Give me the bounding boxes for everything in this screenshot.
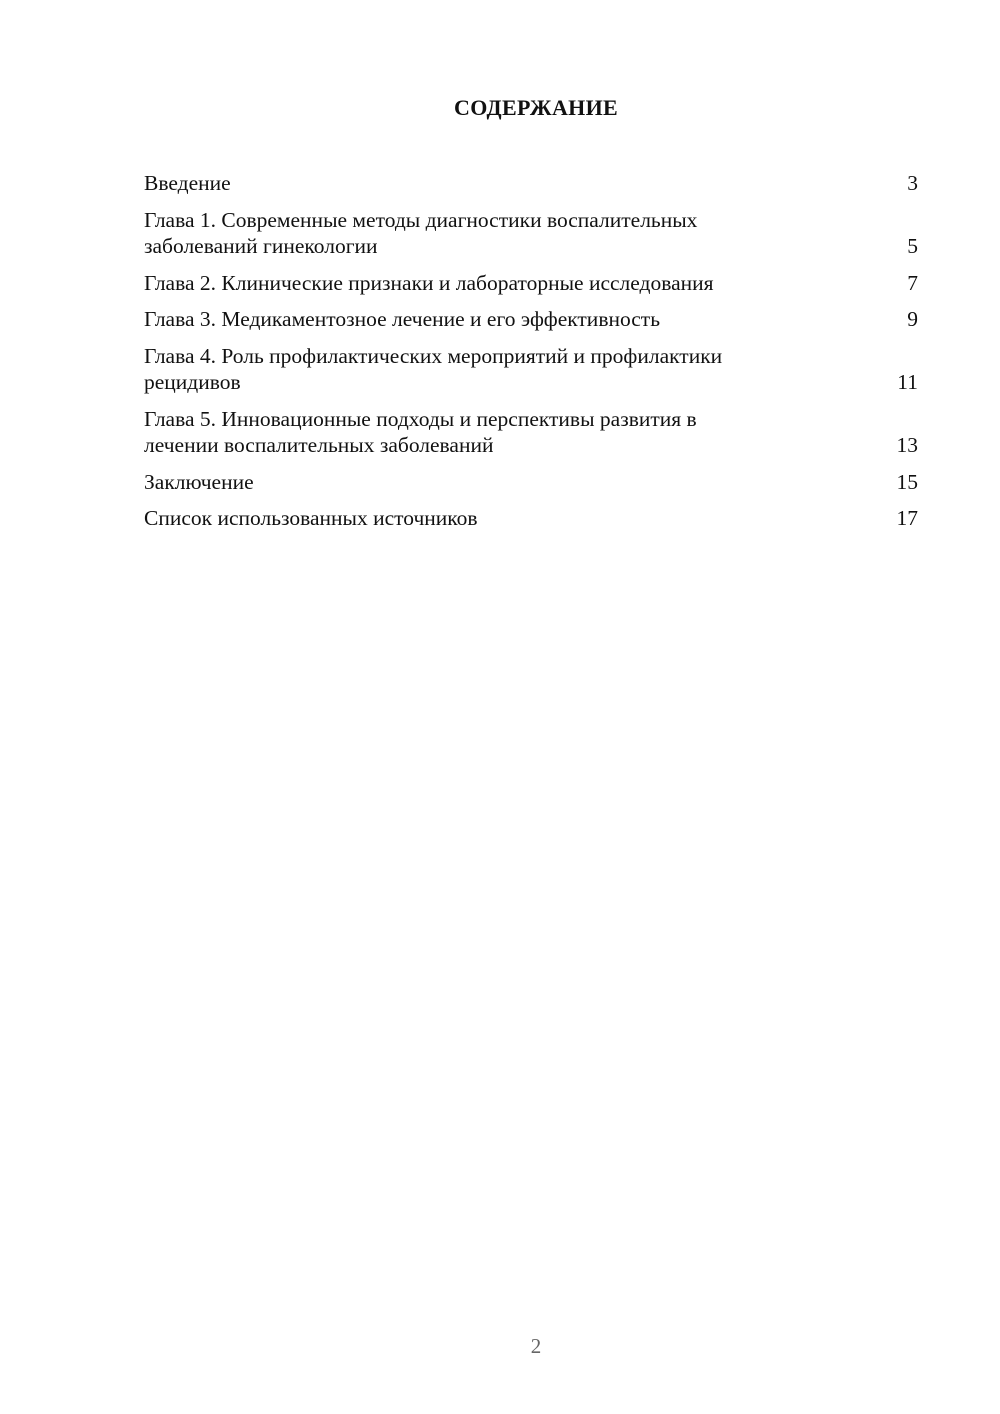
toc-entry-chapter-4[interactable] (144, 343, 918, 396)
page-number: 2 (530, 1334, 542, 1358)
toc-entry-page: 5 (907, 234, 918, 258)
toc-entry-references[interactable] (144, 505, 918, 532)
toc-entry-label: Глава 4. Роль профилактических мероприятий и профилактики рецидивов (144, 343, 723, 394)
table-of-contents (144, 170, 918, 542)
page-title: СОДЕРЖАНИЕ (454, 95, 618, 120)
toc-entry-label: Глава 3. Медикаментозное лечение и его эффективность (144, 307, 660, 331)
toc-entry-page: 11 (897, 370, 918, 394)
toc-entry-chapter-1[interactable] (144, 207, 918, 260)
toc-entry-chapter-2[interactable] (144, 270, 918, 297)
toc-entry-chapter-3[interactable] (144, 306, 918, 333)
toc-entry-conclusion[interactable] (144, 469, 918, 496)
toc-entry-label: Глава 2. Клинические признаки и лабораторные исследования (144, 270, 714, 295)
toc-entry-label: Введение (144, 171, 231, 195)
toc-entry-page: 17 (896, 506, 918, 530)
toc-entry-page: 3 (907, 171, 918, 195)
toc-entry-page: 13 (896, 433, 918, 457)
toc-entry-page: 9 (907, 307, 918, 331)
toc-entry-introduction[interactable] (144, 170, 918, 197)
toc-entry-label: Заключение (144, 469, 254, 494)
toc-entry-chapter-5[interactable] (144, 406, 918, 459)
toc-entry-page: 7 (907, 270, 918, 295)
toc-entry-label: Глава 1. Современные методы диагностики воспалительных заболеваний гинекологии (144, 207, 698, 258)
toc-entry-label: Глава 5. Инновационные подходы и перспективы развития в лечении воспалительных заболеваний (144, 406, 697, 457)
toc-entry-page: 15 (896, 469, 918, 494)
toc-entry-label: Список использованных источников (144, 506, 478, 530)
